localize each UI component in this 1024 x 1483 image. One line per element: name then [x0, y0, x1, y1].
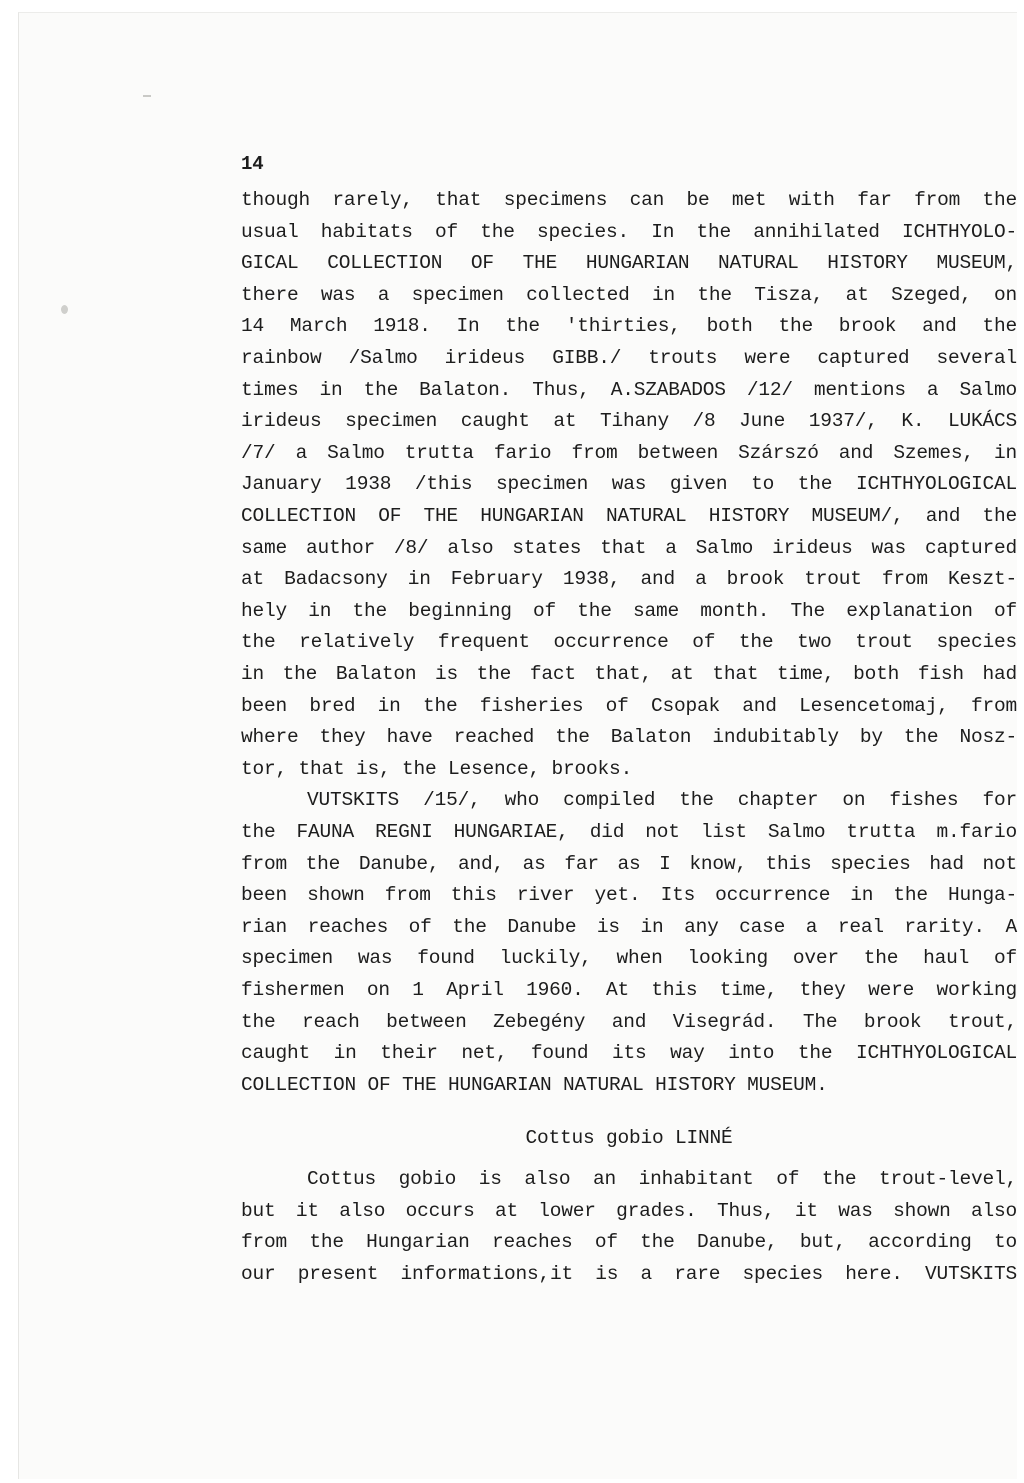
- body-line: caught in their net, found its way into the ICHTHYOLOGICAL: [241, 1042, 1017, 1065]
- body-line: rian reaches of the Danube is in any case a real rarity. A: [241, 915, 1017, 938]
- body-line: COLLECTION OF THE HUNGARIAN NATURAL HISTORY MUSEUM.: [241, 1073, 828, 1096]
- body-line: /7/ a Salmo trutta fario from between Szárszó and Szemes, in: [241, 441, 1017, 464]
- body-line: usual habitats of the species. In the annihilated ICHTHYOLO-: [241, 220, 1017, 243]
- body-line: hely in the beginning of the same month. The explanation of: [241, 599, 1017, 622]
- body-line: January 1938 /this specimen was given to the ICHTHYOLOGICAL: [241, 473, 1017, 496]
- section-line: Cottus gobio is also an inhabitant of the trout-level,: [307, 1168, 1017, 1190]
- body-line: irideus specimen caught at Tihany /8 June 1937/, K. LUKÁCS: [241, 410, 1017, 433]
- body-line: the reach between Zebegény and Visegrád. The brook trout,: [241, 1010, 1017, 1033]
- body-line: there was a specimen collected in the Tisza, at Szeged, on: [241, 283, 1017, 306]
- body-line: 14 March 1918. In the 'thirties, both the brook and the: [241, 315, 1017, 338]
- body-line: times in the Balaton. Thus, A.SZABADOS /12/ mentions a Salmo: [241, 378, 1017, 401]
- scan-speck: [61, 305, 68, 314]
- body-line: though rarely, that specimens can be met with far from the: [241, 189, 1017, 211]
- body-line: same author /8/ also states that a Salmo irideus was captured: [241, 536, 1017, 559]
- body-line: COLLECTION OF THE HUNGARIAN NATURAL HISTORY MUSEUM/, and the: [241, 505, 1017, 527]
- section-heading: Cottus gobio LINNÉ: [525, 1127, 733, 1149]
- body-line: rainbow /Salmo irideus GIBB./ trouts were captured several: [241, 347, 1017, 369]
- body-line: been bred in the fisheries of Csopak and Lesencetomaj, from: [241, 694, 1017, 717]
- body-line: been shown from this river yet. Its occurrence in the Hunga-: [241, 884, 1017, 907]
- body-line: where they have reached the Balaton indubitably by the Nosz-: [241, 726, 1017, 749]
- body-line: the relatively frequent occurrence of the two trout species: [241, 631, 1017, 654]
- body-line: at Badacsony in February 1938, and a brook trout from Keszt-: [241, 568, 1017, 591]
- section-line: but it also occurs at lower grades. Thus, it was shown also: [241, 1199, 1017, 1222]
- page-number: 14: [241, 153, 264, 175]
- body-line: the FAUNA REGNI HUNGARIAE, did not list Salmo trutta m.fario: [241, 821, 1017, 843]
- body-line: VUTSKITS /15/, who compiled the chapter on fishes for: [307, 789, 1017, 812]
- body-line: GICAL COLLECTION OF THE HUNGARIAN NATURAL HISTORY MUSEUM,: [241, 252, 1017, 275]
- body-line: tor, that is, the Lesence, brooks.: [241, 757, 633, 780]
- scan-mark: [143, 95, 151, 97]
- section-line: our present informations,it is a rare species here. VUTSKITS: [241, 1262, 1017, 1285]
- body-line: from the Danube, and, as far as I know, this species had not: [241, 852, 1017, 875]
- section-line: from the Hungarian reaches of the Danube, but, according to: [241, 1231, 1017, 1254]
- document-page: [18, 12, 1017, 1479]
- body-line: in the Balaton is the fact that, at that time, both fish had: [241, 663, 1017, 685]
- body-line: specimen was found luckily, when looking over the haul of: [241, 947, 1017, 970]
- body-line: fishermen on 1 April 1960. At this time, they were working: [241, 979, 1017, 1001]
